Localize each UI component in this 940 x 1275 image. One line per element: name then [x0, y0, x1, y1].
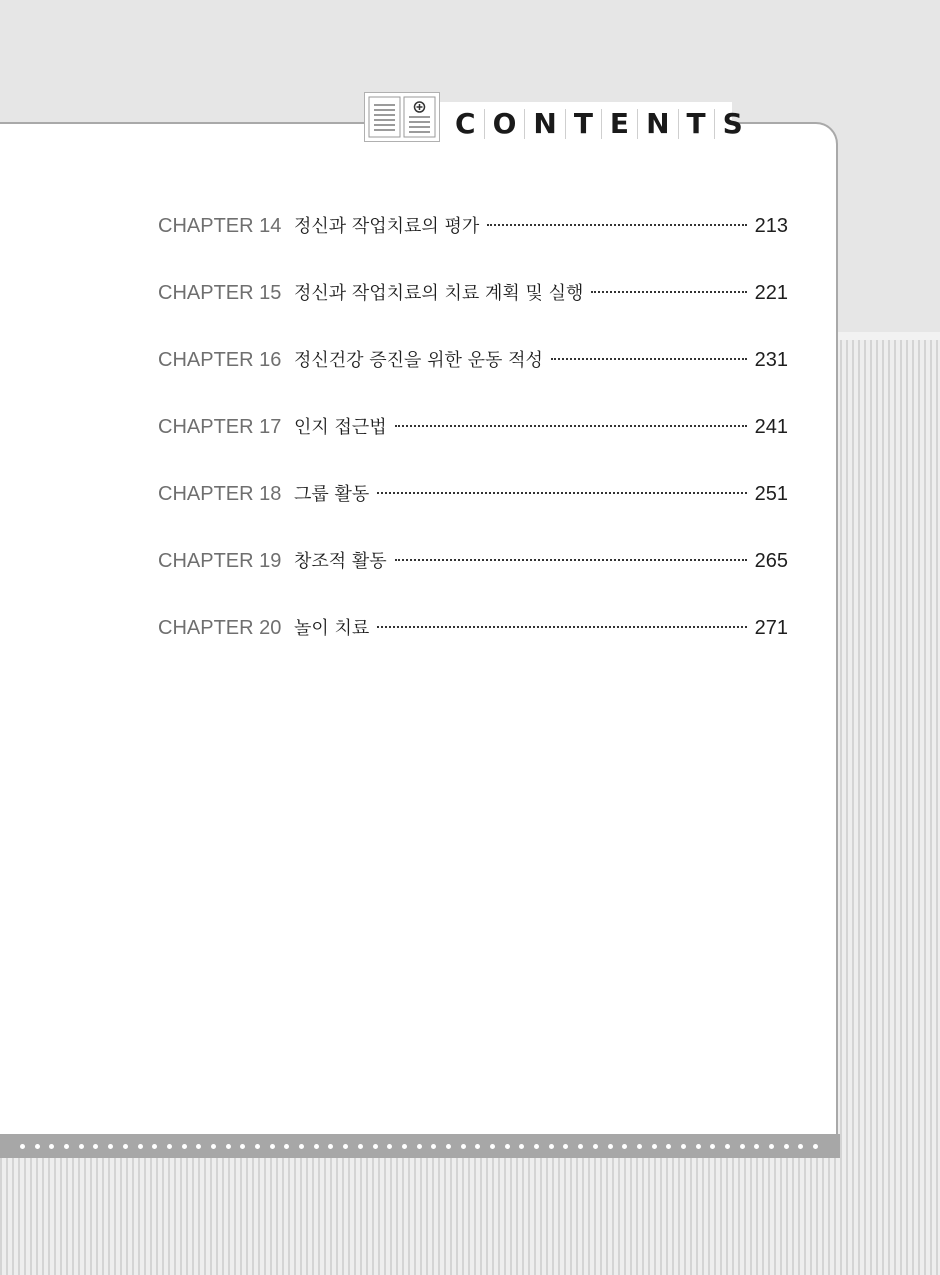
toc-entry[interactable] — [158, 614, 788, 681]
toc-title: 정신과 작업치료의 치료 계획 및 실행 — [294, 283, 584, 304]
footer-dot — [505, 1144, 510, 1149]
book-icon-graphic — [365, 93, 439, 141]
toc-page-number: 213 — [754, 215, 788, 237]
toc-chapter-label: CHAPTER 14 — [158, 215, 282, 237]
footer-dot — [35, 1144, 40, 1149]
footer-dot — [299, 1144, 304, 1149]
toc-page-number: 241 — [754, 416, 788, 438]
toc-dot-leader — [395, 559, 747, 561]
footer-dot — [49, 1144, 54, 1149]
footer-dot — [196, 1144, 201, 1149]
book-icon — [364, 92, 440, 142]
footer-dot — [710, 1144, 715, 1149]
toc-chapter-label: CHAPTER 15 — [158, 282, 282, 304]
footer-dot — [549, 1144, 554, 1149]
toc-title: 정신건강 증진을 위한 운동 적성 — [294, 350, 543, 371]
footer-dot — [93, 1144, 98, 1149]
footer-dot — [167, 1144, 172, 1149]
footer-dot — [343, 1144, 348, 1149]
footer-dot — [358, 1144, 363, 1149]
footer-dot-bar — [0, 1134, 840, 1158]
toc-entry[interactable] — [158, 480, 788, 547]
footer-dot — [490, 1144, 495, 1149]
contents-heading — [455, 106, 751, 142]
footer-dot — [240, 1144, 245, 1149]
footer-dot — [754, 1144, 759, 1149]
footer-dot — [769, 1144, 774, 1149]
toc-page-number: 231 — [754, 349, 788, 371]
heading-letter: E — [602, 109, 638, 139]
toc-page-number: 251 — [754, 483, 788, 505]
toc-dot-leader — [395, 425, 747, 427]
footer-dot — [108, 1144, 113, 1149]
footer-dot — [740, 1144, 745, 1149]
toc-title: 그룹 활동 — [294, 484, 370, 505]
toc-chapter-label: CHAPTER 16 — [158, 349, 282, 371]
footer-dot — [226, 1144, 231, 1149]
toc-entry[interactable] — [158, 547, 788, 614]
footer-dot — [211, 1144, 216, 1149]
heading-letter: T — [679, 109, 715, 139]
footer-dot — [270, 1144, 275, 1149]
footer-dot — [593, 1144, 598, 1149]
heading-letter: T — [566, 109, 602, 139]
toc-dot-leader — [487, 224, 746, 226]
footer-dot — [152, 1144, 157, 1149]
toc-title: 인지 접근법 — [294, 417, 387, 438]
footer-dot — [461, 1144, 466, 1149]
toc-chapter-label: CHAPTER 20 — [158, 617, 282, 639]
heading-letter: N — [638, 109, 678, 139]
footer-dot — [696, 1144, 701, 1149]
footer-dot — [534, 1144, 539, 1149]
footer-dot — [446, 1144, 451, 1149]
footer-dot — [798, 1144, 803, 1149]
footer-dot — [608, 1144, 613, 1149]
table-of-contents — [158, 212, 788, 681]
toc-title: 창조적 활동 — [294, 551, 387, 572]
footer-dot — [578, 1144, 583, 1149]
toc-page-number: 271 — [754, 617, 788, 639]
footer-dot — [64, 1144, 69, 1149]
footer-dot — [138, 1144, 143, 1149]
footer-dot — [666, 1144, 671, 1149]
heading-letter: S — [722, 107, 743, 140]
toc-title: 정신과 작업치료의 평가 — [294, 216, 480, 237]
toc-title: 놀이 치료 — [294, 618, 370, 639]
background-edge — [838, 332, 940, 340]
toc-page-number: 265 — [754, 550, 788, 572]
footer-dot — [519, 1144, 524, 1149]
footer-dot — [784, 1144, 789, 1149]
footer-dot — [681, 1144, 686, 1149]
footer-dot — [475, 1144, 480, 1149]
toc-entry[interactable] — [158, 279, 788, 346]
footer-dot — [417, 1144, 422, 1149]
footer-dot — [652, 1144, 657, 1149]
footer-dot — [637, 1144, 642, 1149]
toc-entry[interactable] — [158, 413, 788, 480]
footer-dot — [182, 1144, 187, 1149]
heading-letter: C — [455, 109, 485, 139]
footer-dot — [563, 1144, 568, 1149]
footer-dot — [314, 1144, 319, 1149]
footer-dot — [387, 1144, 392, 1149]
toc-dot-leader — [377, 492, 746, 494]
footer-dot — [622, 1144, 627, 1149]
toc-page-number: 221 — [754, 282, 788, 304]
footer-dot — [255, 1144, 260, 1149]
toc-chapter-label: CHAPTER 18 — [158, 483, 282, 505]
heading-letter: N — [525, 109, 565, 139]
footer-dot — [284, 1144, 289, 1149]
heading-letter: O — [485, 109, 526, 139]
footer-dot — [813, 1144, 818, 1149]
toc-chapter-label: CHAPTER 17 — [158, 416, 282, 438]
toc-dot-leader — [551, 358, 747, 360]
footer-dot — [373, 1144, 378, 1149]
toc-entry[interactable] — [158, 212, 788, 279]
footer-dot — [328, 1144, 333, 1149]
toc-dot-leader — [591, 291, 746, 293]
footer-dot — [725, 1144, 730, 1149]
footer-dot — [20, 1144, 25, 1149]
footer-dot — [79, 1144, 84, 1149]
toc-dot-leader — [377, 626, 746, 628]
footer-dot — [431, 1144, 436, 1149]
toc-entry[interactable] — [158, 346, 788, 413]
footer-dot — [402, 1144, 407, 1149]
toc-chapter-label: CHAPTER 19 — [158, 550, 282, 572]
footer-dot — [123, 1144, 128, 1149]
